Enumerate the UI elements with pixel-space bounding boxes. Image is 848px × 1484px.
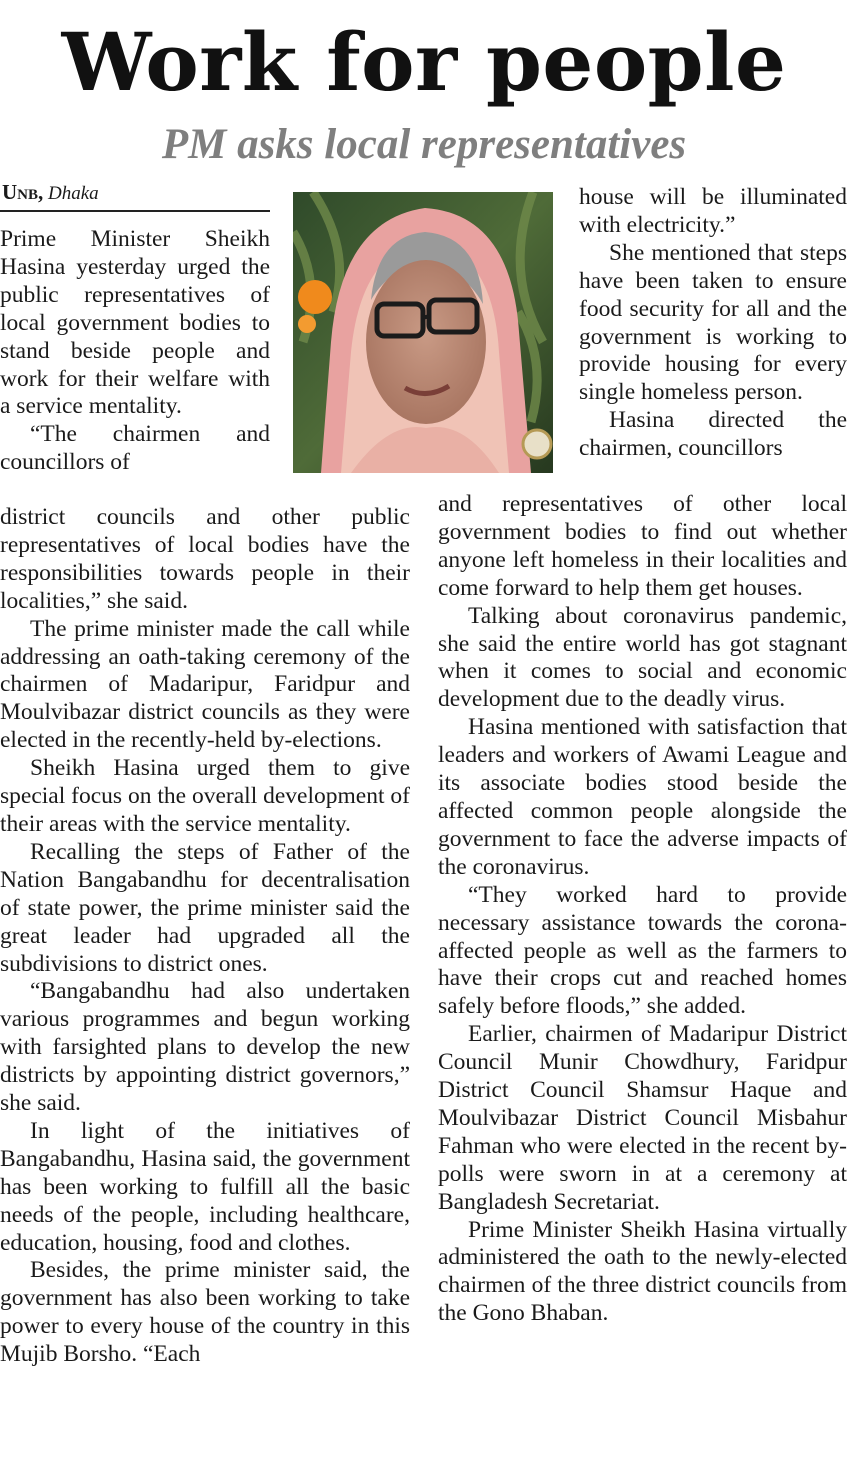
paragraph: Recalling the steps of Father of the Nation Bangabandhu for decentralisation of state power, the prime minister said the great leader had upgraded all the subdivisions to district ones.	[0, 838, 410, 977]
column-2-lower	[438, 491, 847, 1328]
paragraph: She mentioned that steps have been taken to ensure food security for all and the government is working to provide housing for every single homeless person.	[579, 239, 847, 406]
paragraph: Earlier, chairmen of Madaripur District Council Munir Chowdhury, Faridpur District Council Shamsur Haque and Moulvibazar District Council Misbahur Fahman who were elected in the recent by-polls were sworn in at a ceremony at Bangladesh Secretariat.	[438, 1021, 847, 1215]
paragraph: Hasina mentioned with satisfaction that leaders and workers of Awami League and its associate bodies stood beside the affected common people alongside the government to face the adverse impacts of the coronavirus.	[438, 714, 847, 880]
paragraph: Prime Minister Sheikh Hasina virtually administered the oath to the newly-elected chairmen of the three district councils from the Gono Bhaban.	[438, 1216, 847, 1327]
paragraph: Hasina directed the chairmen, councillors	[579, 407, 847, 462]
paragraph: “The chairmen and councillors of	[0, 421, 270, 476]
byline-agency: Unb,	[2, 180, 44, 204]
column-2-upper	[579, 184, 847, 463]
paragraph: house will be illuminated with electricity.”	[579, 184, 847, 238]
column-1-lower	[0, 504, 410, 1369]
paragraph: “Bangabandhu had also undertaken various programmes and begun working with farsighted plans to develop the new districts by appointing district governors,” she said.	[0, 978, 410, 1117]
headline: Work for people	[61, 15, 787, 109]
column-1-upper	[0, 226, 270, 477]
paragraph: In light of the initiatives of Bangabandhu, Hasina said, the government has been working to fulfill all the basic needs of the people, including healthcare, education, housing, food and clothes.	[0, 1117, 410, 1256]
paragraph: The prime minister made the call while addressing an oath-taking ceremony of the chairmen of Madaripur, Faridpur and Moulvibazar district councils as they were elected in the recently-held by-elections.	[0, 615, 410, 754]
paragraph: Sheikh Hasina urged them to give special focus on the overall development of their areas with the service mentality.	[0, 755, 410, 837]
paragraph: Besides, the prime minister said, the government has also been working to take power to every house of the country in this Mujib Borsho. “Each	[0, 1257, 410, 1368]
paragraph: “They worked hard to provide necessary assistance towards the corona-affected people as well as the farmers to have their crops cut and reached homes safely before floods,” she added.	[438, 881, 847, 1020]
paragraph: Talking about coronavirus pandemic, she said the entire world has got stagnant when it comes to social and economic development due to the deadly virus.	[438, 602, 847, 713]
byline-city: Dhaka	[48, 183, 99, 204]
paragraph: and representatives of other local government bodies to find out whether anyone left homeless in their localities and come forward to help them get houses.	[438, 491, 847, 601]
paragraph: district councils and other public representatives of local bodies have the responsibilities towards people in their localities,” she said.	[0, 504, 410, 614]
subheadline: PM asks local representatives	[161, 121, 687, 168]
byline	[2, 178, 99, 208]
byline-divider	[0, 210, 270, 212]
paragraph: Prime Minister Sheikh Hasina yesterday urged the public representatives of local government bodies to stand beside people and work for their welfare with a service mentality.	[0, 226, 270, 420]
portrait-photo	[293, 192, 553, 473]
